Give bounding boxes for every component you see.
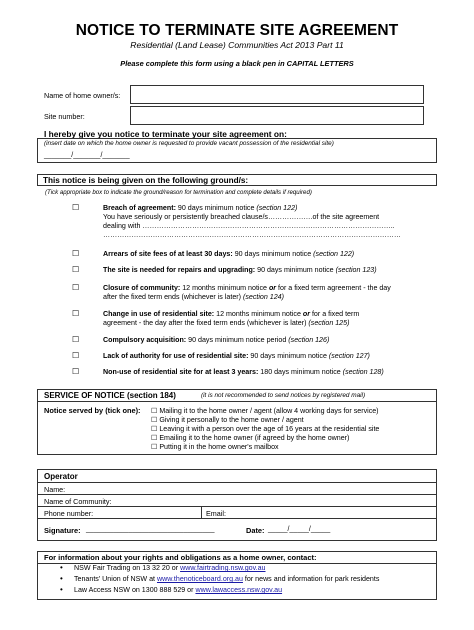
ground-change-use: Change in use of residential site: 12 months minimum notice or for a fixed term bbox=[103, 310, 360, 318]
ground-breach: Breach of agreement: 90 days minimum notice (section 122) bbox=[103, 204, 298, 212]
info-item-law-access: Law Access NSW on 1300 888 529 or www.lawaccess.nsw.gov.au bbox=[74, 586, 283, 594]
service-note: (it is not recommended to send notices by registered mail) bbox=[201, 392, 366, 399]
ground-breach-dealing-line[interactable]: dealing with …………………………………………………………………………………………….. bbox=[103, 222, 395, 230]
phone-email-divider bbox=[201, 506, 202, 518]
service-option-leave[interactable]: ☐ Leaving it with a person over the age of 16 years at the residential site bbox=[151, 425, 380, 433]
ground-acquisition: Compulsory acquisition: 90 days minimum notice period (section 126) bbox=[103, 336, 330, 344]
service-option-mailbox[interactable]: ☐ Putting it in the home owner's mailbox bbox=[151, 443, 279, 451]
grounds-hint: (Tick appropriate box to indicate the ground/reason for termination and complete details if required) bbox=[45, 189, 312, 196]
service-option-email[interactable]: ☐ Emailing it to the home owner (if agreed by the home owner) bbox=[151, 434, 350, 442]
email-label: Email: bbox=[206, 509, 226, 518]
notice-date-hint: (insert date on which the home owner is requested to provide vacant possession of the residential site) bbox=[44, 140, 334, 147]
ground-acquisition-checkbox[interactable]: ☐ bbox=[72, 335, 80, 344]
notice-heading: I hereby give you notice to terminate your site agreement on: bbox=[44, 129, 287, 139]
service-section bbox=[37, 389, 437, 455]
operator-section bbox=[37, 469, 437, 541]
info-item-tenants-union: Tenants' Union of NSW at www.thenoticeboard.org.au for news and information for park residents bbox=[74, 575, 380, 583]
ground-breach-clause-line[interactable]: You have seriously or persistently breached clause/s……………….of the site agreement bbox=[103, 213, 380, 221]
form-instruction: Please complete this form using a black pen in CAPITAL LETTERS bbox=[120, 59, 354, 68]
ground-arrears-checkbox[interactable]: ☐ bbox=[72, 249, 80, 258]
ground-nonuse-checkbox[interactable]: ☐ bbox=[72, 367, 80, 376]
community-name-label: Name of Community: bbox=[44, 497, 112, 506]
signature-field[interactable]: _________________________________ bbox=[86, 526, 215, 533]
bullet-icon: • bbox=[60, 563, 63, 572]
operator-divider bbox=[38, 506, 436, 507]
operator-name-label: Name: bbox=[44, 485, 66, 494]
site-number-field[interactable] bbox=[130, 106, 424, 125]
ground-change-use-line2: agreement - the day after the fixed term ends (whichever is later) (section 125) bbox=[103, 319, 350, 327]
ground-closure-checkbox[interactable]: ☐ bbox=[72, 283, 80, 292]
ground-repairs: The site is needed for repairs and upgrading: 90 days minimum notice (section 123) bbox=[103, 266, 377, 274]
service-option-mail[interactable]: ☐ Mailing it to the home owner / agent (allow 4 working days for service) bbox=[151, 407, 379, 415]
ground-closure-line2: after the fixed term ends (whichever is later) (section 124) bbox=[103, 293, 284, 301]
ground-change-use-checkbox[interactable]: ☐ bbox=[72, 309, 80, 318]
owner-name-label: Name of home owner/s: bbox=[44, 91, 121, 100]
ground-authority: Lack of authority for use of residential site: 90 days minimum notice (section 127) bbox=[103, 352, 370, 360]
form-title: NOTICE TO TERMINATE SITE AGREEMENT bbox=[75, 22, 399, 39]
ground-breach-details-line[interactable]: ……………………………………………………………………………………………………………… bbox=[103, 231, 401, 239]
service-heading: SERVICE OF NOTICE (section 184) bbox=[44, 391, 176, 400]
noticeboard-link[interactable]: www.thenoticeboard.org.au bbox=[156, 575, 243, 583]
ground-breach-checkbox[interactable]: ☐ bbox=[72, 203, 80, 212]
date-field[interactable]: _____/_____/_____ bbox=[268, 526, 331, 533]
bullet-icon: • bbox=[60, 574, 63, 583]
signature-label: Signature: bbox=[44, 526, 81, 535]
ground-authority-checkbox[interactable]: ☐ bbox=[72, 351, 80, 360]
owner-name-field[interactable] bbox=[130, 85, 424, 104]
bullet-icon: • bbox=[60, 585, 63, 594]
fair-trading-link[interactable]: www.fairtrading.nsw.gov.au bbox=[180, 564, 266, 572]
site-number-label: Site number: bbox=[44, 112, 85, 121]
phone-label: Phone number: bbox=[44, 509, 94, 518]
served-by-label: Notice served by (tick one): bbox=[44, 406, 141, 415]
operator-heading: Operator bbox=[44, 472, 78, 481]
notice-date-field[interactable]: _______/_______/_______ bbox=[44, 152, 130, 159]
law-access-link[interactable]: www.lawaccess.nsw.gov.au bbox=[195, 586, 283, 594]
notice-date-box bbox=[37, 138, 437, 163]
signature-row bbox=[38, 518, 436, 540]
operator-divider bbox=[38, 482, 436, 483]
info-heading: For information about your rights and obligations as a home owner, contact: bbox=[44, 553, 317, 562]
ground-nonuse: Non-use of residential site for at least 3 years: 180 days minimum notice (section 128) bbox=[103, 368, 384, 376]
ground-arrears: Arrears of site fees of at least 30 days: 90 days minimum notice (section 122) bbox=[103, 250, 355, 258]
operator-divider bbox=[38, 494, 436, 495]
service-option-personal[interactable]: ☐ Giving it personally to the home owner / agent bbox=[151, 416, 304, 424]
form-subtitle: Residential (Land Lease) Communities Act 2013 Part 11 bbox=[130, 40, 344, 50]
date-label: Date: bbox=[246, 526, 265, 535]
ground-repairs-checkbox[interactable]: ☐ bbox=[72, 265, 80, 274]
grounds-heading: This notice is being given on the following ground/s: bbox=[37, 174, 437, 186]
ground-closure: Closure of community: 12 months minimum notice or for a fixed term agreement - the day bbox=[103, 284, 391, 292]
info-item-fair-trading: NSW Fair Trading on 13 32 20 or www.fairtrading.nsw.gov.au bbox=[74, 564, 266, 572]
